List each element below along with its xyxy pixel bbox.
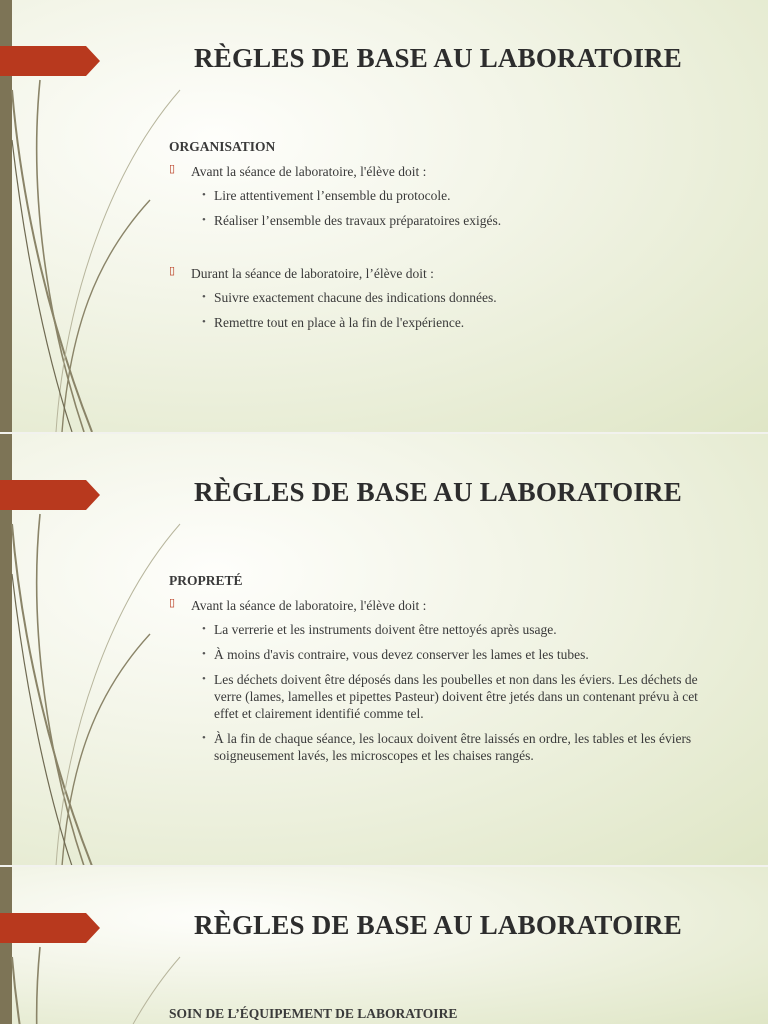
square-bullet-icon: ▯ bbox=[169, 597, 176, 609]
list-item-level2 bbox=[169, 314, 722, 331]
dot-bullet-icon: • bbox=[202, 214, 206, 226]
decorative-curves bbox=[0, 867, 200, 1024]
list-item-level2 bbox=[169, 671, 722, 722]
list-item-text: Lire attentivement l’ensemble du protocole. bbox=[214, 188, 451, 203]
list-item-text: La verrerie et les instruments doivent être nettoyés après usage. bbox=[214, 622, 557, 637]
section-heading: PROPRETÉ bbox=[169, 573, 243, 588]
slide-title: RÈGLES DE BASE AU LABORATOIRE bbox=[194, 477, 682, 507]
list-block bbox=[169, 597, 722, 764]
dot-bullet-icon: • bbox=[202, 316, 206, 328]
slide-3 bbox=[0, 867, 768, 1024]
list-item-text: À moins d'avis contraire, vous devez conserver les lames et les tubes. bbox=[214, 647, 589, 662]
list-item-level2 bbox=[169, 289, 722, 306]
list-item-level2 bbox=[169, 621, 722, 638]
list-item-text: Réaliser l’ensemble des travaux préparatoires exigés. bbox=[214, 213, 502, 228]
list-item-text: À la fin de chaque séance, les locaux doivent être laissés en ordre, les tables et les éviers soigneusement lavés, les microscopes et les chaises rangés. bbox=[214, 731, 692, 763]
list-item-level2 bbox=[169, 646, 722, 663]
square-bullet-icon: ▯ bbox=[169, 163, 176, 175]
list-block bbox=[169, 163, 722, 229]
arrow-shape-icon bbox=[0, 46, 100, 76]
list-block bbox=[169, 265, 722, 331]
list-item-text: Avant la séance de laboratoire, l'élève doit : bbox=[191, 164, 427, 179]
slide-title: RÈGLES DE BASE AU LABORATOIRE bbox=[194, 910, 682, 940]
slide-title: RÈGLES DE BASE AU LABORATOIRE bbox=[194, 43, 682, 73]
arrow-shape-icon bbox=[0, 480, 100, 510]
list-item-text: Avant la séance de laboratoire, l'élève doit : bbox=[191, 598, 427, 613]
list-item-level1 bbox=[169, 163, 722, 180]
slide-2 bbox=[0, 434, 768, 866]
list-item-text: Durant la séance de laboratoire, l’élève doit : bbox=[191, 266, 434, 281]
list-item-level2 bbox=[169, 187, 722, 204]
list-item-text: Remettre tout en place à la fin de l'expérience. bbox=[214, 315, 465, 330]
dot-bullet-icon: • bbox=[202, 673, 206, 685]
dot-bullet-icon: • bbox=[202, 291, 206, 303]
list-item-level1 bbox=[169, 265, 722, 282]
square-bullet-icon: ▯ bbox=[169, 265, 176, 277]
list-item-level2 bbox=[169, 730, 722, 764]
section-heading: ORGANISATION bbox=[169, 139, 276, 154]
list-item-text: Les déchets doivent être déposés dans les poubelles et non dans les éviers. Les déchets de verre (lames, lamelles et pipettes Pasteur) doivent être jetés dans un contenant prévu à cet effet et clairement identifié comme tel. bbox=[214, 672, 698, 721]
arrow-shape-icon bbox=[0, 913, 100, 943]
list-item-text: Suivre exactement chacune des indications données. bbox=[214, 290, 497, 305]
dot-bullet-icon: • bbox=[202, 623, 206, 635]
dot-bullet-icon: • bbox=[202, 189, 206, 201]
list-item-level2 bbox=[169, 212, 722, 229]
content-list bbox=[169, 597, 722, 786]
dot-bullet-icon: • bbox=[202, 648, 206, 660]
list-item-level1 bbox=[169, 597, 722, 614]
slide-1 bbox=[0, 0, 768, 432]
section-heading: SOIN DE L’ÉQUIPEMENT DE LABORATOIRE bbox=[169, 1006, 458, 1021]
content-list bbox=[169, 163, 722, 353]
dot-bullet-icon: • bbox=[202, 732, 206, 744]
